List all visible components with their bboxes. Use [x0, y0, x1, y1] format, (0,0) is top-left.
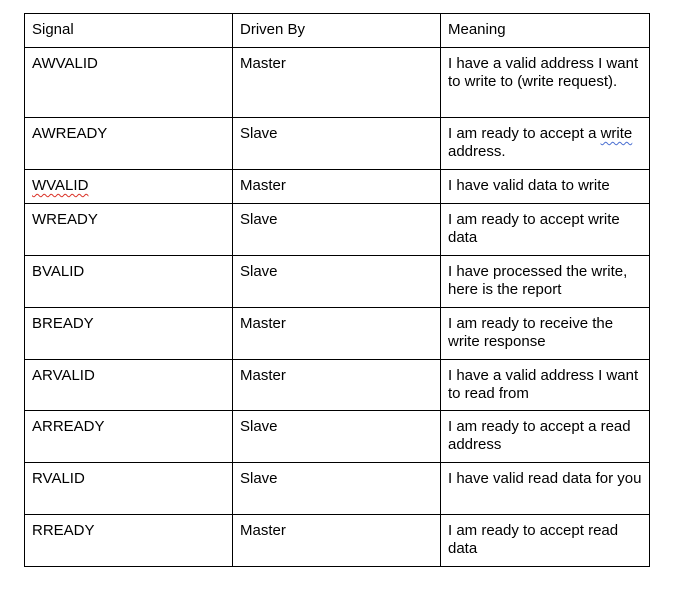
signal-cell	[25, 170, 233, 204]
table-row	[25, 308, 650, 360]
meaning-text-end: address.	[448, 143, 506, 160]
meaning-text-start: I am ready to accept a	[448, 125, 601, 142]
meaning-cell	[441, 118, 650, 170]
spelling-flagged-word[interactable]: WVALID	[32, 177, 89, 194]
driven-by-cell: Slave	[233, 118, 441, 170]
driven-by-cell: Slave	[233, 411, 441, 463]
meaning-cell: I have valid read data for you	[441, 463, 650, 515]
signal-cell: RREADY	[25, 515, 233, 567]
header-cell-meaning: Meaning	[441, 14, 650, 48]
table-row	[25, 118, 650, 170]
grammar-flagged-word[interactable]: write	[600, 125, 633, 142]
driven-by-cell: Master	[233, 48, 441, 118]
driven-by-cell: Slave	[233, 463, 441, 515]
meaning-cell: I am ready to accept read data	[441, 515, 650, 567]
driven-by-cell: Master	[233, 515, 441, 567]
signal-cell: AWREADY	[25, 118, 233, 170]
signal-cell: BREADY	[25, 308, 233, 360]
table-row	[25, 170, 650, 204]
meaning-cell: I am ready to accept write data	[441, 204, 650, 256]
meaning-cell: I have a valid address I want to read from	[441, 360, 650, 411]
driven-by-cell: Master	[233, 308, 441, 360]
header-cell-driven-by: Driven By	[233, 14, 441, 48]
signal-cell: ARREADY	[25, 411, 233, 463]
signal-cell: AWVALID	[25, 48, 233, 118]
driven-by-cell: Master	[233, 170, 441, 204]
signal-cell: RVALID	[25, 463, 233, 515]
table-row	[25, 48, 650, 118]
table-row	[25, 411, 650, 463]
meaning-cell: I have processed the write, here is the report	[441, 256, 650, 308]
table-row	[25, 463, 650, 515]
meaning-cell: I have a valid address I want to write to (write request).	[441, 48, 650, 118]
signal-cell: ARVALID	[25, 360, 233, 411]
table-row	[25, 360, 650, 411]
meaning-cell: I have valid data to write	[441, 170, 650, 204]
meaning-cell: I am ready to accept a read address	[441, 411, 650, 463]
driven-by-cell: Slave	[233, 204, 441, 256]
signal-table	[24, 13, 650, 567]
header-cell-signal: Signal	[25, 14, 233, 48]
table-row	[25, 515, 650, 567]
header-row	[25, 14, 650, 48]
meaning-cell: I am ready to receive the write response	[441, 308, 650, 360]
signal-cell: WREADY	[25, 204, 233, 256]
driven-by-cell: Slave	[233, 256, 441, 308]
table-row	[25, 256, 650, 308]
table-row	[25, 204, 650, 256]
driven-by-cell: Master	[233, 360, 441, 411]
signal-cell: BVALID	[25, 256, 233, 308]
